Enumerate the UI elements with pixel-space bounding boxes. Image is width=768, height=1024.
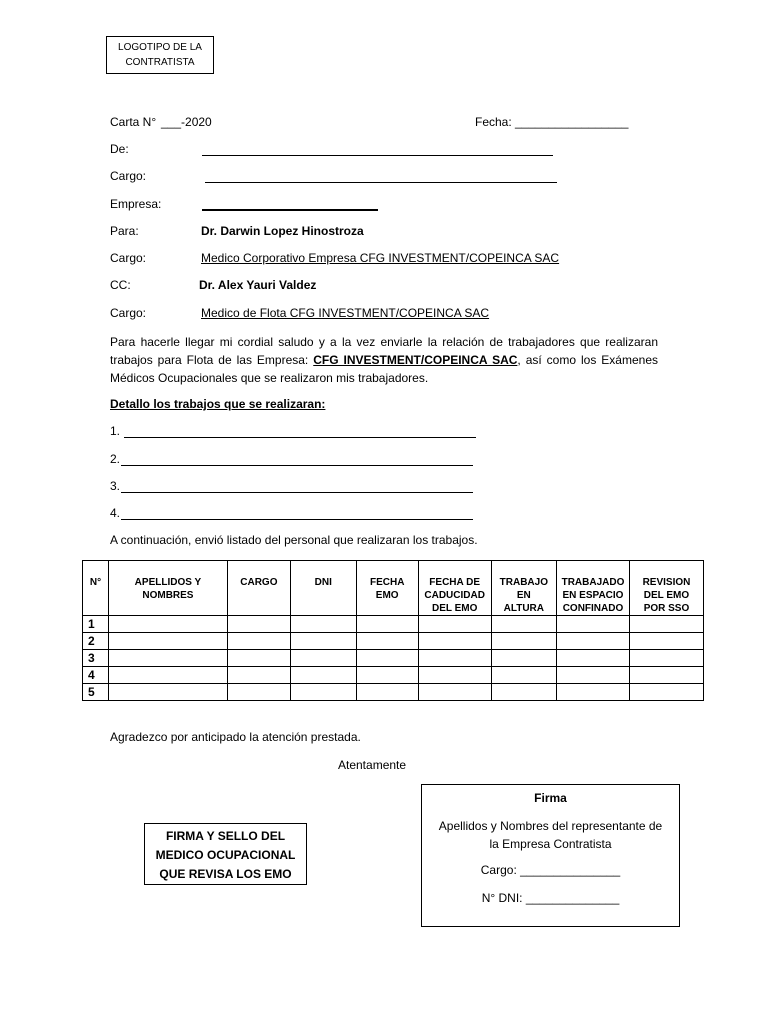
table-row bbox=[83, 684, 704, 701]
row-number: 2 bbox=[83, 633, 109, 650]
atentamente-text: Atentamente bbox=[338, 758, 407, 772]
signature-box bbox=[421, 784, 680, 927]
cargo-to-value: Medico Corporativo Empresa CFG INVESTMENT/COPEINCA SAC bbox=[201, 251, 560, 265]
col-header-revision: REVISION DEL EMO POR SSO bbox=[629, 561, 703, 616]
col-header-number: N° bbox=[83, 561, 109, 616]
row-number: 1 bbox=[83, 616, 109, 633]
logo-placeholder-box bbox=[106, 36, 214, 74]
work-item-line bbox=[121, 519, 473, 520]
signature-dni-field: N° DNI: ______________ bbox=[481, 891, 620, 905]
cargo-cc-value: Medico de Flota CFG INVESTMENT/COPEINCA SAC bbox=[201, 306, 490, 320]
signature-representative-label: Apellidos y Nombres del representante de la Empresa Contratista bbox=[438, 819, 663, 851]
personnel-table bbox=[82, 560, 704, 701]
signature-cargo-field: Cargo: _______________ bbox=[480, 863, 621, 877]
intro-text-part1: Para hacerle llegar mi cordial saludo y a la vez enviarle la relación de trabajadores que realizaran trabajos para Flota de las Empresa: bbox=[110, 335, 658, 367]
fecha-label: Fecha: bbox=[475, 115, 512, 129]
detail-heading: Detallo los trabajos que se realizaran: bbox=[110, 397, 326, 411]
cc-value: Dr. Alex Yauri Valdez bbox=[199, 278, 317, 292]
empresa-label: Empresa: bbox=[110, 197, 162, 211]
intro-text-part2: , así como los Exámenes Médicos Ocupacionales que se realizaron mis trabajadores. bbox=[110, 353, 658, 385]
table-row bbox=[83, 667, 704, 684]
row-number: 3 bbox=[83, 650, 109, 667]
col-header-cargo: CARGO bbox=[227, 561, 290, 616]
empresa-blank-line bbox=[202, 209, 378, 211]
cargo-from-label: Cargo: bbox=[110, 169, 147, 183]
cargo-cc-label: Cargo: bbox=[110, 306, 147, 320]
thanks-text: Agradezco por anticipado la atención prestada. bbox=[110, 730, 361, 744]
work-item-number: 4. bbox=[110, 506, 121, 520]
carta-number: ___-2020 bbox=[161, 115, 212, 129]
work-item-number: 2. bbox=[110, 452, 121, 466]
col-header-names: APELLIDOS Y NOMBRES bbox=[108, 561, 227, 616]
logo-placeholder-text: LOGOTIPO DE LA CONTRATISTA bbox=[118, 42, 202, 68]
continuation-text: A continuación, envió listado del personal que realizaran los trabajos. bbox=[110, 533, 478, 547]
carta-label: Carta N° bbox=[110, 115, 157, 129]
col-header-fecha-emo: FECHA EMO bbox=[356, 561, 418, 616]
col-header-confinado: TRABAJADO EN ESPACIO CONFINADO bbox=[557, 561, 630, 616]
table-row bbox=[83, 633, 704, 650]
de-blank-line bbox=[202, 155, 553, 156]
para-value: Dr. Darwin Lopez Hinostroza bbox=[201, 224, 364, 238]
work-item-number: 1. bbox=[110, 424, 121, 438]
table-row bbox=[83, 650, 704, 667]
work-item-line bbox=[124, 437, 476, 438]
work-item-line bbox=[121, 465, 473, 466]
cc-label: CC: bbox=[110, 278, 131, 292]
row-number: 4 bbox=[83, 667, 109, 684]
de-label: De: bbox=[110, 142, 129, 156]
intro-paragraph bbox=[110, 333, 658, 387]
medical-stamp-text: FIRMA Y SELLO DEL MEDICO OCUPACIONAL QUE REVISA LOS EMO bbox=[155, 829, 296, 881]
medical-stamp-box bbox=[144, 823, 307, 885]
col-header-caducidad: FECHA DE CADUCIDAD DEL EMO bbox=[418, 561, 491, 616]
para-label: Para: bbox=[110, 224, 139, 238]
cargo-to-label: Cargo: bbox=[110, 251, 147, 265]
fecha-value: _________________ bbox=[515, 115, 629, 129]
work-item-number: 3. bbox=[110, 479, 121, 493]
work-item-line bbox=[121, 492, 473, 493]
col-header-dni: DNI bbox=[290, 561, 356, 616]
cargo-from-blank-line bbox=[205, 182, 557, 183]
col-header-altura: TRABAJO EN ALTURA bbox=[491, 561, 556, 616]
table-header-row bbox=[83, 561, 704, 616]
table-row bbox=[83, 616, 704, 633]
signature-firma-label: Firma bbox=[534, 791, 567, 805]
row-number: 5 bbox=[83, 684, 109, 701]
intro-company: CFG INVESTMENT/COPEINCA SAC bbox=[313, 353, 518, 367]
